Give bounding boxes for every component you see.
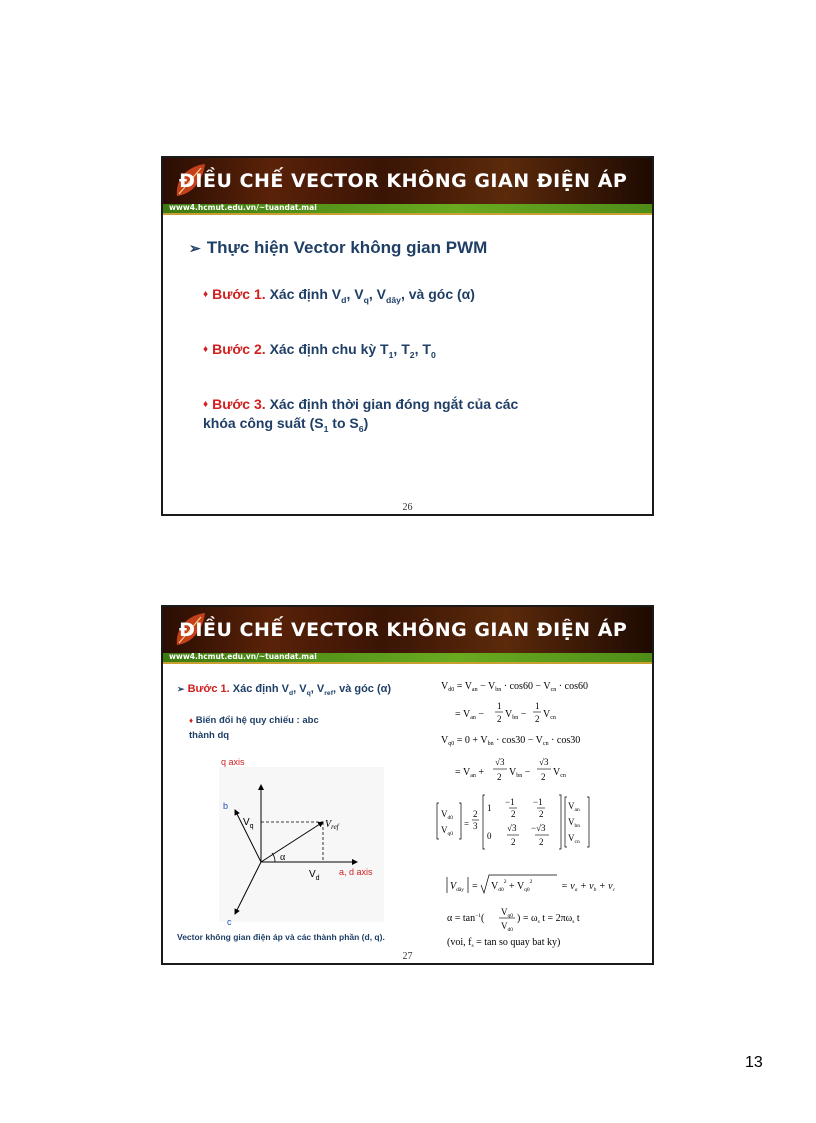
svg-text:Vq0: $V_{q0}$: [441, 825, 453, 837]
c-label: c: [227, 917, 232, 927]
slide-banner: [163, 607, 652, 653]
svg-text:Vq0 = 0 + Vbn · cos30 − Vcn ·: $V_{q0} = 0 + V_{bn} \cdot \cos 30 - V_{cn} \cdot \cos 30$: [441, 735, 581, 747]
eq-matrix: [437, 795, 589, 849]
eq-alpha: [447, 907, 580, 933]
phasor-diagram: [209, 757, 409, 927]
svg-text:Vbn −: $V_{bn}$ −: [505, 709, 527, 721]
svg-text:Vq0: $V_{q0}$: [501, 907, 513, 919]
svg-text:√3: √3: [539, 757, 549, 767]
slide-heading: ➢ Thực hiện Vector không gian PWM: [189, 238, 488, 257]
svg-text:−√3: −√3: [531, 823, 546, 833]
svg-text:−1: −1: [505, 797, 515, 807]
svg-text:√3: √3: [495, 757, 505, 767]
svg-text:3: 3: [473, 821, 478, 831]
slide-26: [161, 156, 654, 516]
svg-text:(voi, fs = tan so quay bat ky): (voi, $f_s = \tan$ so quay bat ky): [447, 937, 561, 949]
svg-text:= Van −: = $V_{an}$ −: [455, 709, 484, 721]
svg-text:2: 2: [539, 837, 544, 847]
svg-text:Vd0 = Van − Vbn · cos60 − Vcn: $V_{d0} = V_{an} - V_{bn} \cdot \cos 60 - V_{cn} \cdot \cos 60$: [441, 681, 588, 693]
svg-text:) = ωs t = 2πωs t: ) = $\omega_s$ $t = 2\pi\omega_s$ t: [517, 913, 580, 925]
slide-page-number: 27: [402, 951, 413, 962]
banner-title: ĐIỀU CHẾ VECTOR KHÔNG GIAN ĐIỆN ÁP: [179, 170, 628, 192]
svg-text:=: =: [464, 819, 470, 829]
page-number: 13: [745, 1054, 763, 1071]
vd-label: $V_d$: [309, 869, 320, 882]
vq-label: $V_q$: [243, 817, 254, 830]
eq-vq0: [441, 735, 580, 782]
svg-text:Vbn −: $V_{bn}$ −: [509, 767, 531, 779]
svg-text:= Van +: = $V_{an}$ +: [455, 767, 484, 779]
equations: [437, 671, 647, 951]
slide-27: [161, 605, 654, 965]
step-2: ♦ Bước 2. Xác định chu kỳ $T_1$, $T_2$, $T_0$: [203, 341, 436, 360]
step-1: ♦ Bước 1. Xác định $V_d$, $V_q$, $V_{dây}$, và góc (α): [203, 286, 475, 305]
svg-text:2: 2: [535, 714, 540, 724]
svg-text:Vcn: $V_{cn}$: [543, 709, 556, 721]
svg-text:2: 2: [473, 809, 478, 819]
svg-text:1: 1: [487, 803, 492, 813]
svg-text:Vd02 + Vq02: $V_{d0}^2 + V_{q0}^2$: [491, 879, 533, 893]
svg-text:√3: √3: [507, 823, 517, 833]
svg-text:1: 1: [535, 701, 540, 711]
banner-url: www4.hcmut.edu.vn/~tuandat.mai: [169, 652, 317, 661]
alpha-label: α: [280, 852, 286, 863]
eq-vd0: [441, 681, 588, 724]
slide-heading: ➢ Bước 1. Xác định $V_d$, $V_q$, $V_{ref}$, và góc (α): [177, 683, 392, 698]
slide-banner: [163, 158, 652, 204]
q-axis-label: q axis: [221, 757, 245, 767]
svg-text:2: 2: [511, 837, 516, 847]
sub-bullet: ♦ Biến đổi hệ quy chiếu : abc thành dq: [189, 715, 319, 741]
svg-text:−1: −1: [533, 797, 543, 807]
svg-text:0: 0: [487, 831, 492, 841]
d-axis-label: a, d axis: [339, 867, 373, 877]
eq-magnitude: [447, 875, 616, 893]
svg-text:2: 2: [511, 809, 516, 819]
eq-note: [447, 937, 560, 949]
slide-page-number: 26: [402, 502, 413, 513]
svg-text:Vbn: $V_{bn}$: [568, 817, 580, 829]
svg-text:=: =: [472, 881, 478, 892]
svg-text:Vcn: $V_{cn}$: [568, 833, 580, 845]
banner-url: www4.hcmut.edu.vn/~tuandat.mai: [169, 203, 317, 212]
banner-title: ĐIỀU CHẾ VECTOR KHÔNG GIAN ĐIỆN ÁP: [179, 619, 628, 641]
b-label: b: [223, 801, 229, 811]
svg-text:2: 2: [497, 772, 502, 782]
figure-caption: Vector không gian điện áp và các thành phần (d, q).: [177, 932, 385, 942]
svg-text:2: 2: [497, 714, 502, 724]
url-bar: [163, 204, 652, 213]
svg-text:Vd0: $V_{d0}$: [501, 921, 513, 933]
svg-text:1: 1: [497, 701, 502, 711]
vref-label: $V_{ref}$: [325, 819, 339, 831]
svg-text:2: 2: [539, 809, 544, 819]
divider: [163, 662, 652, 664]
svg-text:Vd0: $V_{d0}$: [441, 809, 453, 821]
url-bar: [163, 653, 652, 662]
svg-text:Van: $V_{an}$: [568, 801, 580, 813]
svg-text:Vcn: $V_{cn}$: [553, 767, 566, 779]
divider: [163, 213, 652, 215]
step-3: ♦ Bước 3. Xác định thời gian đóng ngắt của các khóa công suất ($S_1$ to $S_6$): [203, 396, 519, 434]
svg-text:= va + vb + vc: = $v_a + v_b + v_c$: [561, 881, 616, 893]
svg-text:Vdây: $V_{dây}$: [450, 881, 465, 893]
svg-text:α = tan−1(: $\alpha = \tan^{-1}$(: [447, 913, 485, 924]
svg-text:2: 2: [541, 772, 546, 782]
